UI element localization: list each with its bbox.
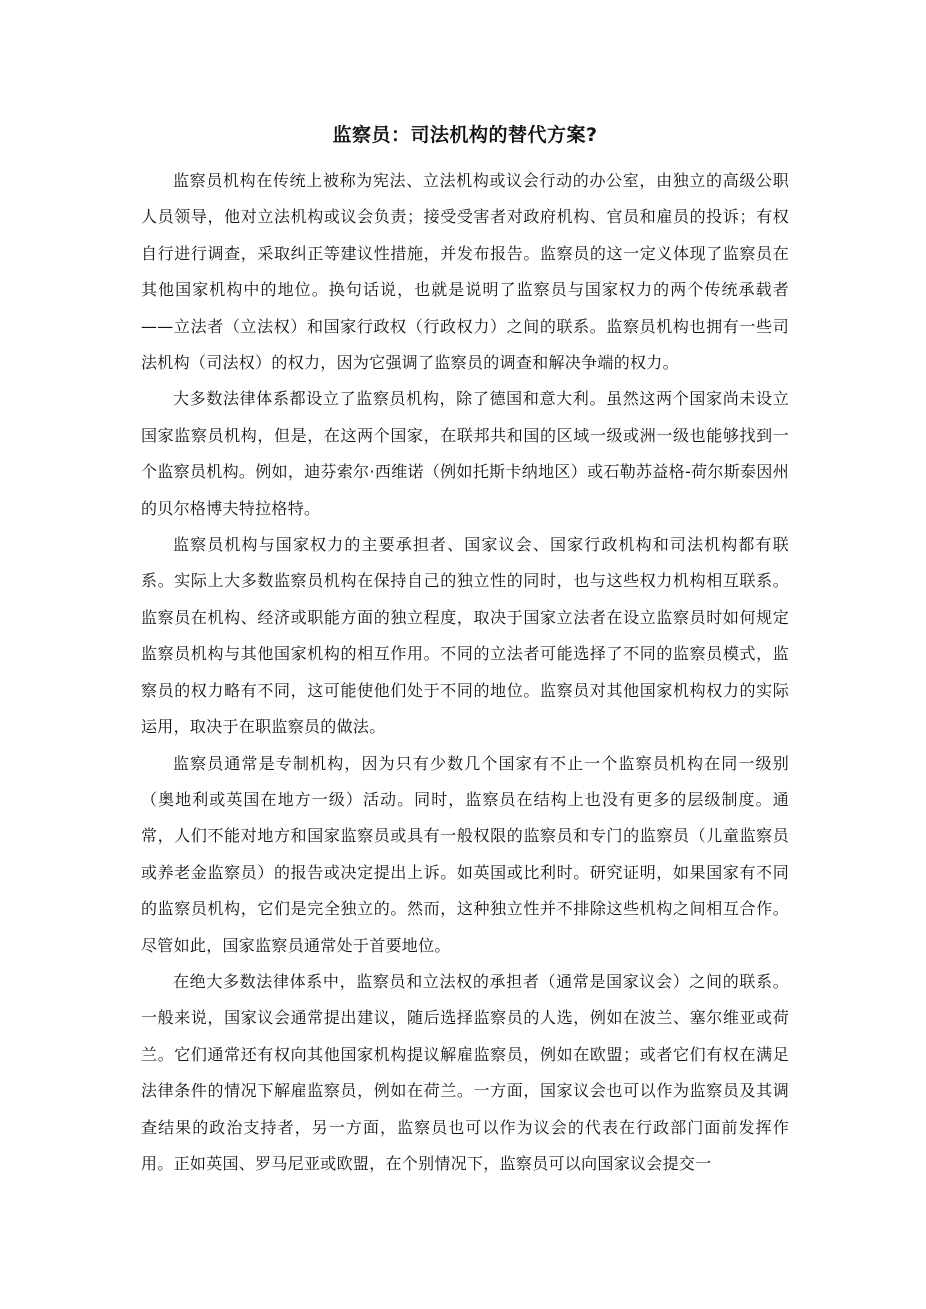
paragraph-1: 监察员机构在传统上被称为宪法、立法机构或议会行动的办公室，由独立的高级公职人员领导，他对立法机构或议会负责；接受受害者对政府机构、官员和雇员的投诉；有权自行进行调查，采取纠正等建议性措施，并发布报告。监察员的这一定义体现了监察员在其他国家机构中的地位。换句话说，也就是说明了监察员与国家权力的两个传统承载者——立法者（立法权）和国家行政权（行政权力）之间的联系。监察员机构也拥有一些司法机构（司法权）的权力，因为它强调了监察员的调查和解决争端的权力。 <box>141 171 789 373</box>
paragraph-5: 在绝大多数法律体系中，监察员和立法权的承担者（通常是国家议会）之间的联系。一般来说，国家议会通常提出建议，随后选择监察员的人选，例如在波兰、塞尔维亚或荷兰。它们通常还有权向其他国家机构提议解雇监察员，例如在欧盟；或者它们有权在满足法律条件的情况下解雇监察员，例如在荷兰。一方面，国家议会也可以作为监察员及其调查结果的政治支持者，另一方面，监察员也可以作为议会的代表在行政部门面前发挥作用。正如英国、罗马尼亚或欧盟，在个别情况下，监察员可以向国家议会提交一 <box>141 971 789 1173</box>
page-title: 监察员：司法机构的替代方案? <box>332 124 598 146</box>
paragraph-2: 大多数法律体系都设立了监察员机构，除了德国和意大利。虽然这两个国家尚未设立国家监察员机构，但是，在这两个国家，在联邦共和国的区域一级或洲一级也能够找到一个监察员机构。例如，迪芬索尔·西维诺（例如托斯卡纳地区）或石勒苏益格-荷尔斯泰因州的贝尔格博夫特拉格特。 <box>141 389 789 518</box>
paragraph-4: 监察员通常是专制机构，因为只有少数几个国家有不止一个监察员机构在同一级别（奥地利或英国在地方一级）活动。同时，监察员在结构上也没有更多的层级制度。通常，人们不能对地方和国家监察员或具有一般权限的监察员和专门的监察员（儿童监察员或养老金监察员）的报告或决定提出上诉。如英国或比利时。研究证明，如果国家有不同的监察员机构，它们是完全独立的。然而，这种独立性并不排除这些机构之间相互合作。尽管如此，国家监察员通常处于首要地位。 <box>141 753 789 955</box>
paragraph-3: 监察员机构与国家权力的主要承担者、国家议会、国家行政机构和司法机构都有联系。实际上大多数监察员机构在保持自己的独立性的同时，也与这些权力机构相互联系。监察员在机构、经济或职能方面的独立程度，取决于国家立法者在设立监察员时如何规定监察员机构与其他国家机构的相互作用。不同的立法者可能选择了不同的监察员模式，监察员的权力略有不同，这可能使他们处于不同的地位。监察员对其他国家机构权力的实际运用，取决于在职监察员的做法。 <box>141 535 789 737</box>
document-body <box>141 121 789 1182</box>
